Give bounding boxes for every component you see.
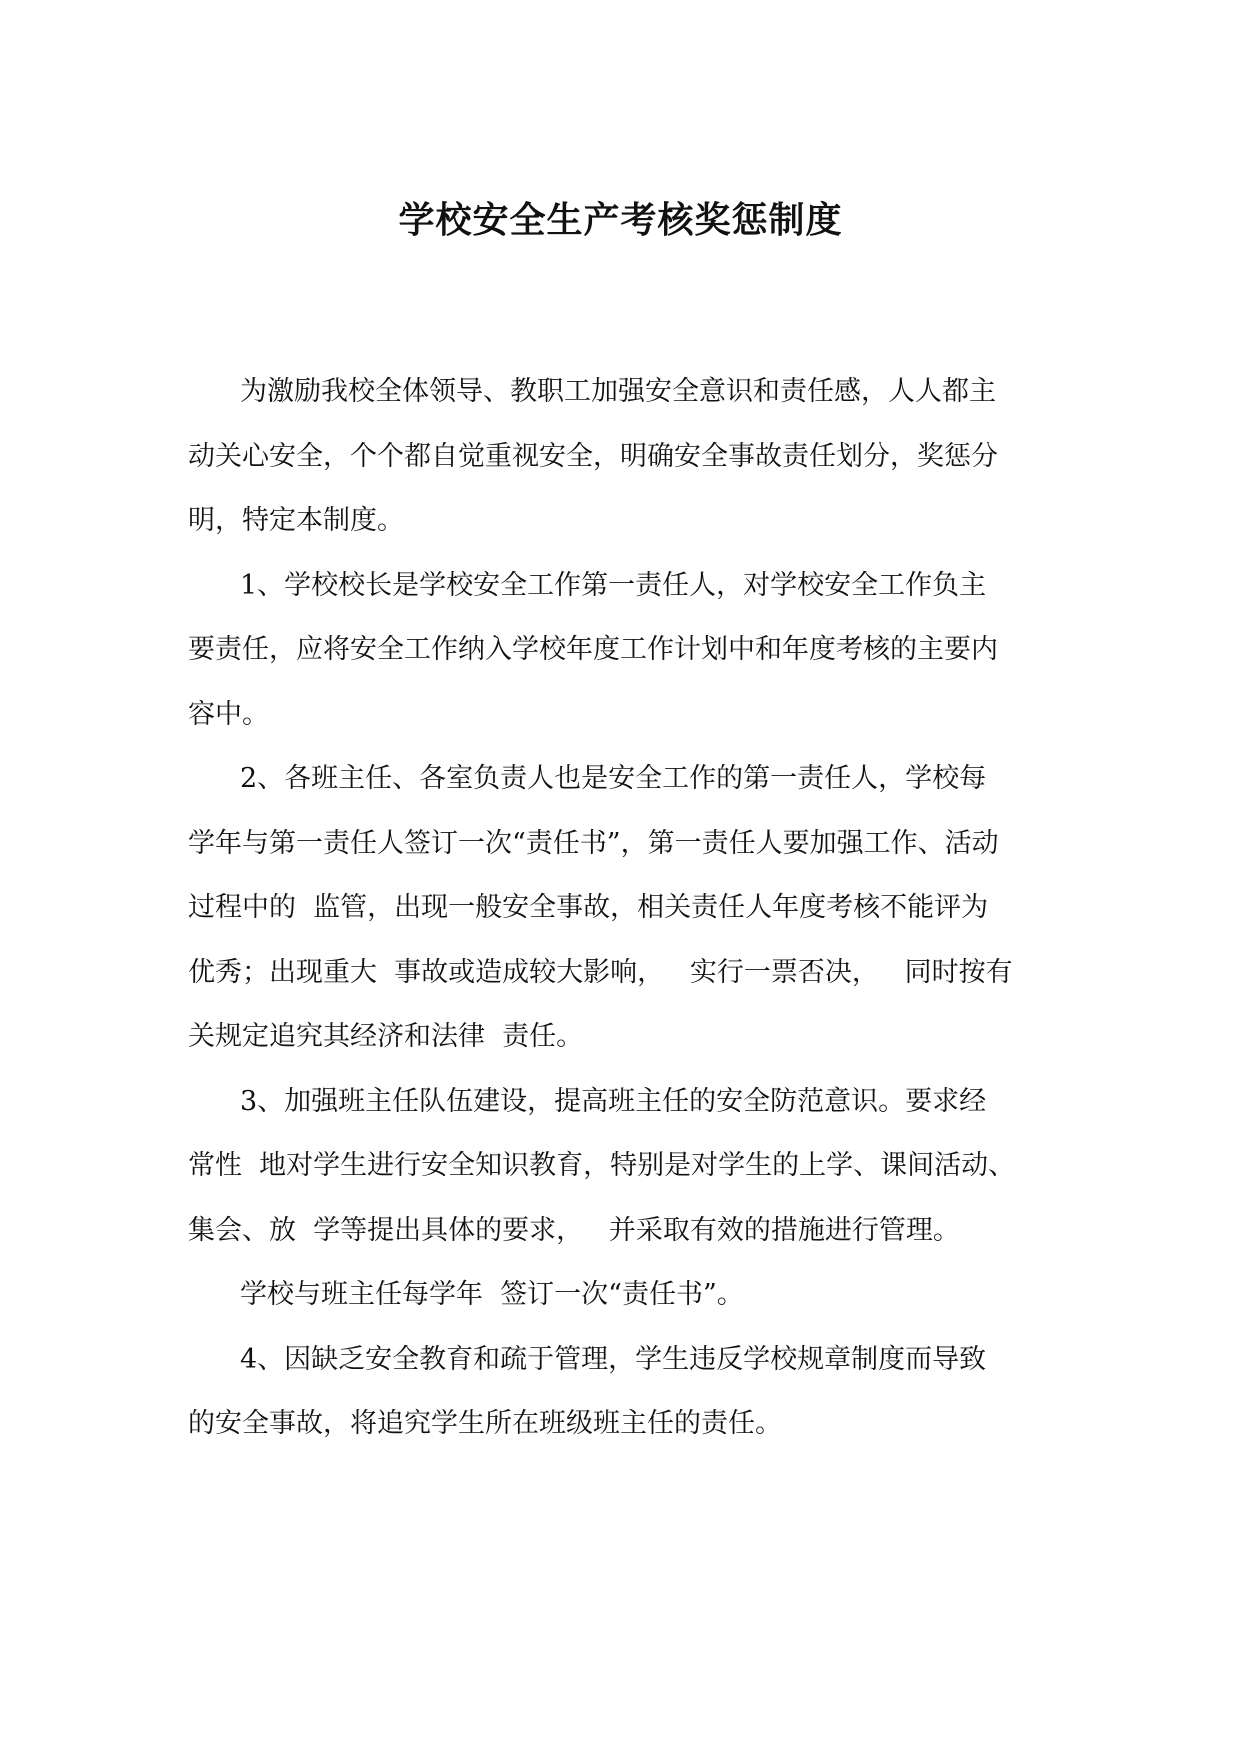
body-line: 要责任，应将安全工作纳入学校年度工作计划中和年度考核的主要内 — [188, 634, 998, 665]
document-body — [188, 360, 1068, 1457]
body-line: 学校与班主任每学年 签订一次“责任书”。 — [240, 1279, 744, 1310]
body-line: 学年与第一责任人签订一次“责任书”，第一责任人要加强工作、活动 — [188, 827, 999, 859]
body-line: 4、因缺乏安全教育和疏于管理，学生违反学校规章制度而导致 — [240, 1343, 987, 1375]
body-line: 3、加强班主任队伍建设，提高班主任的安全防范意识。要求经 — [240, 1085, 987, 1117]
body-line: 的安全事故，将追究学生所在班级班主任的责任。 — [188, 1408, 782, 1439]
body-line: 关规定追究其经济和法律 责任。 — [188, 1021, 584, 1052]
body-line: 常性 地对学生进行安全知识教育，特别是对学生的上学、课间活动、 — [188, 1150, 1016, 1181]
body-line: 优秀；出现重大 事故或造成较大影响， 实行一票否决， 同时按有 — [188, 956, 1013, 988]
document-title: 学校安全生产考核奖惩制度 — [398, 199, 843, 241]
body-line: 明，特定本制度。 — [188, 505, 404, 536]
body-line: 动关心安全，个个都自觉重视安全，明确安全事故责任划分，奖惩分 — [188, 440, 998, 472]
body-line: 容中。 — [188, 698, 269, 730]
body-line: 过程中的 监管，出现一般安全事故，相关责任人年度考核不能评为 — [188, 892, 989, 923]
body-line: 为激励我校全体领导、教职工加强安全意识和责任感，人人都主 — [240, 376, 996, 407]
body-line: 2、各班主任、各室负责人也是安全工作的第一责任人，学校每 — [240, 763, 987, 794]
body-line: 集会、放 学等提出具体的要求， 并采取有效的措施进行管理。 — [188, 1214, 960, 1246]
body-line: 1、学校校长是学校安全工作第一责任人，对学校安全工作负主 — [240, 569, 987, 601]
